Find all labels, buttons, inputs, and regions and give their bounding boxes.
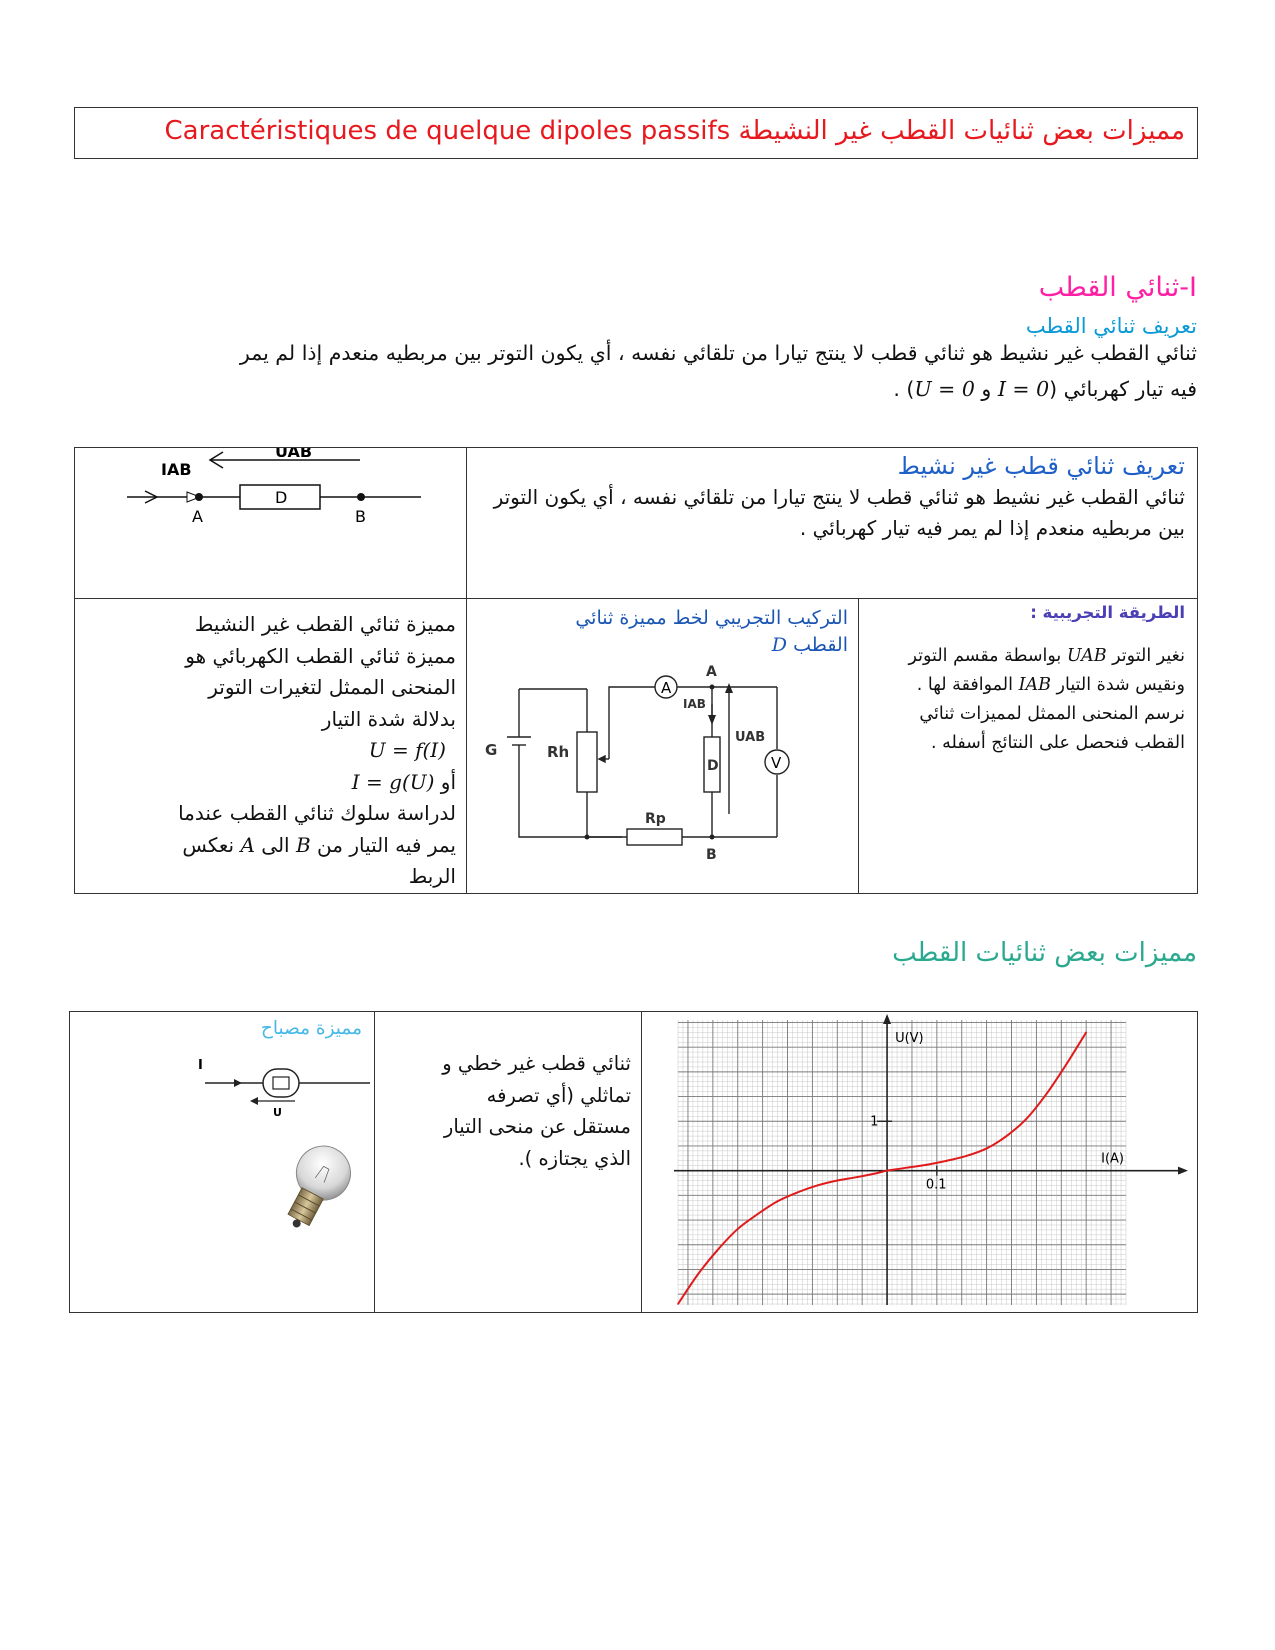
char-line-1: مميزة ثنائي القطب غير النشيط [194,612,456,636]
voltmeter-label: V [771,754,782,772]
definition-card-cell [467,448,1198,599]
method-line-1: نغير التوتر UAB بواسطة مقسم التوتر [908,646,1185,666]
section-heading: I-ثنائي القطب [1038,272,1197,303]
ammeter-label: A [661,679,672,697]
dipole-symbol-diagram [75,448,466,594]
data-point [797,1192,799,1194]
x-tick-label: 0.1 [925,1177,947,1193]
lamp-desc-line-1: ثنائي قطب غير خطي و [442,1052,631,1075]
card-text: ثنائي القطب غير نشيط هو ثنائي قطب لا ينتج تيارا من تلقائي نفسه ، أي يكون التوتر بين مربطيه منعدم إذا لم يمر فيه تيار كهربائي . [493,485,1185,540]
bulb-icon [271,1137,360,1240]
data-point [836,1180,838,1182]
rp-label-circuit: Rp [645,811,666,827]
data-point [757,1213,759,1215]
lamp-u-label: U [273,1106,282,1119]
u-ab-label: UAB [275,448,313,461]
chart-cell [642,1012,1198,1313]
node-b-label: B [355,507,366,526]
node-a-dot [195,493,203,501]
node-b-dot [357,493,365,501]
data-point [1085,1032,1087,1034]
data-point [986,1148,988,1150]
dipole-symbol-cell [75,448,467,599]
eq-i-zero: I = 0 [997,377,1050,401]
data-point [946,1160,948,1162]
eq-i-g-u: I = g(U) [351,769,435,794]
uab-label-circuit: UAB [735,730,766,745]
definition-line-2 [100,371,1197,407]
montage-cell [467,599,859,894]
dipole-label-circuit: D [707,758,719,774]
card-title: تعريف ثنائي قطب غير نشيط [897,452,1185,480]
data-point [906,1167,908,1169]
rheostat-label: Rh [547,743,570,761]
definition-table [74,447,1198,894]
data-point [1006,1135,1008,1137]
x-axis-label: I(A) [1101,1151,1124,1167]
i-ab-label: IAB [161,460,192,479]
data-point [1046,1093,1048,1095]
x-axis-arrow [1178,1167,1188,1175]
node-a-label-circuit: A [706,664,717,680]
method-cell [859,599,1198,894]
lamp-i-label: I [198,1058,203,1073]
iab-label-circuit: IAB [683,697,706,711]
montage-title: التركيب التجريبي لخط مميزة ثنائي [575,607,848,629]
method-line-2: ونقيس شدة التيار IAB الموافقة لها . [916,675,1185,695]
montage-title-word: القطب [787,634,848,656]
and-word: و [974,377,998,401]
y-axis-arrow [883,1014,891,1024]
data-point [717,1249,719,1251]
y-axis-label: U(V) [895,1031,924,1046]
section-subheading: تعريف ثنائي القطب [1025,314,1197,338]
data-point [1026,1118,1028,1120]
lamp-title: مميزة مصباح [260,1018,362,1039]
data-point [677,1303,679,1305]
char-line-2: مميزة ثنائي القطب الكهربائي هو [185,643,456,668]
data-point [697,1274,699,1276]
definition-end: ) . [893,377,915,401]
characteristic-cell [75,599,467,894]
page-title: مميزات بعض ثنائيات القطب غير النشيطة Caractéristiques de quelque dipoles passifs [164,116,1185,146]
montage-title-var: D [771,634,788,656]
definition-text: فيه تيار كهربائي ( [1049,377,1197,401]
lamp-cell [70,1012,375,1313]
circuit-diagram [467,659,858,879]
data-point [737,1228,739,1230]
eq-u-f-i: U = f(I) [368,738,446,762]
data-point [856,1176,858,1178]
lamp-description-cell [375,1012,642,1313]
char-line-5: لدراسة سلوك ثنائي القطب عندما [178,801,456,825]
lamp-desc-line-4: الذي يجتازه ). [518,1146,631,1170]
data-point [777,1200,779,1202]
data-point [876,1172,878,1174]
lamp-desc-line-2: تماثلي (أي تصرفه [486,1083,631,1107]
char-line-7: الربط [408,864,456,888]
method-line-3: نرسم المنحنى الممثل لمميزات ثنائي [919,704,1185,724]
node-a-label: A [192,507,203,526]
lamp-desc-line-3: مستقل عن منحى التيار [443,1115,631,1138]
y-tick-label: 1 [870,1114,879,1130]
data-point [1065,1064,1067,1066]
char-line-4: بدلالة شدة التيار [321,706,456,731]
char-line-3: المنحنى الممثل لتغيرات التوتر [208,675,456,699]
data-point [926,1164,928,1166]
data-point [886,1170,888,1172]
section2-heading: مميزات بعض ثنائيات القطب [892,938,1197,968]
data-point [817,1185,819,1187]
generator-label: G [485,741,498,759]
or-word: أو [440,769,456,794]
lamp-table [69,1011,1198,1313]
method-title: الطريقة التجريبية : [1030,603,1185,622]
eq-u-zero: U = 0 [914,377,975,401]
definition-line-1: ثنائي القطب غير نشيط هو ثنائي قطب لا ينتج تيارا من تلقائي نفسه ، أي يكون التوتر بين مربطيه منعدم إذا لم يمر [239,341,1197,365]
node-b-label-circuit: B [706,847,717,863]
data-point [966,1155,968,1157]
title-box [74,107,1198,159]
method-line-4: القطب فنحصل على النتائج أسفله . [931,733,1185,753]
char-line-6: يمر فيه التيار من B الى A نعكس [182,832,456,857]
lamp-illustration [70,1039,374,1289]
component-label: D [275,488,288,507]
lamp-characteristic-chart [642,1012,1197,1312]
